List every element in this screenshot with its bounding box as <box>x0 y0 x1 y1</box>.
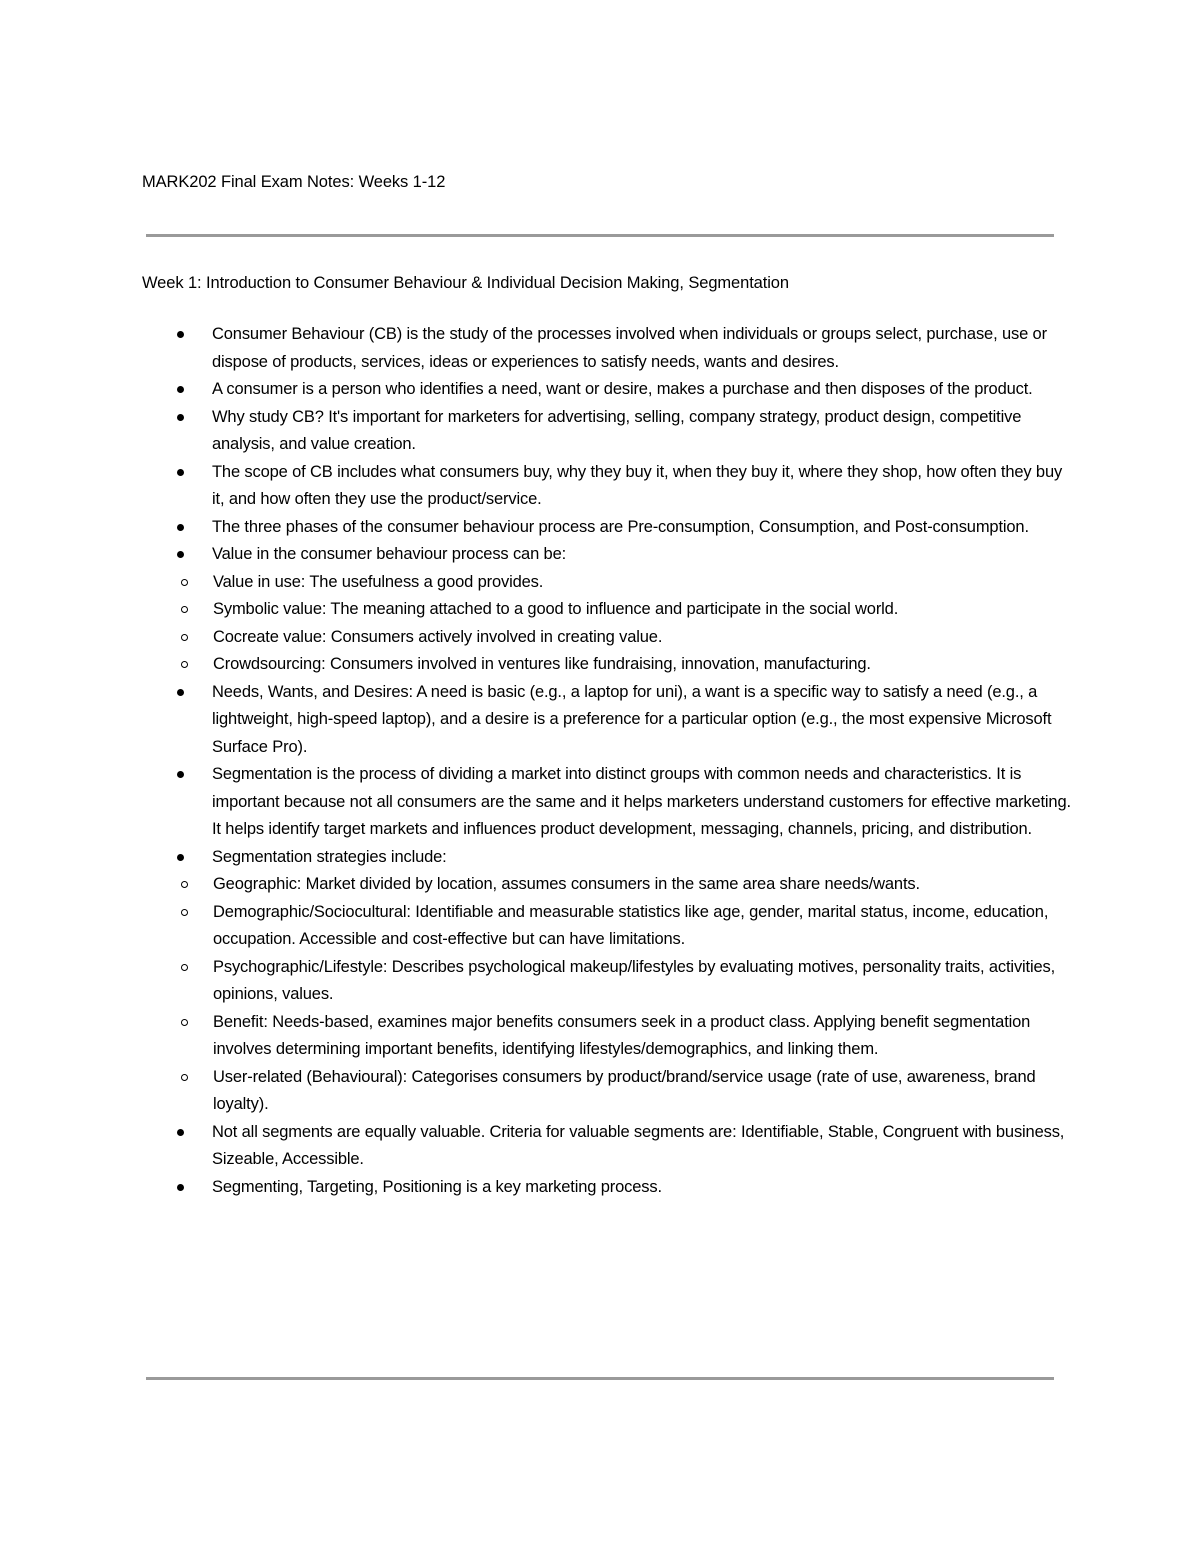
circle-bullet-icon <box>181 606 188 613</box>
sub-item-text: User-related (Behavioural): Categorises consumers by product/brand/service usage (rate of use, awareness, brand loyalty). <box>213 1067 1036 1113</box>
sub-item-cocreate-value <box>142 624 1072 652</box>
circle-bullet-icon <box>181 579 188 586</box>
page-title: MARK202 Final Exam Notes: Weeks 1-12 <box>142 173 446 191</box>
week1-heading: Week 1: Introduction to Consumer Behaviour & Individual Decision Making, Segmentation <box>142 274 789 292</box>
sub-item-text: Value in use: The usefulness a good provides. <box>213 572 544 591</box>
circle-bullet-icon <box>181 1074 188 1081</box>
bullet-segmentation <box>142 761 1072 844</box>
bottom-divider <box>146 1377 1054 1380</box>
bullet-dot-icon <box>177 386 184 393</box>
bullet-dot-icon <box>177 414 184 421</box>
bullet-value <box>142 541 1072 569</box>
bullet-cb-definition <box>142 321 1072 376</box>
week1-section <box>142 272 1072 1201</box>
circle-bullet-icon <box>181 1019 188 1026</box>
sub-item-crowdsourcing <box>142 651 1072 679</box>
bullet-needs-wants-desires <box>142 679 1072 762</box>
bullet-dot-icon <box>177 689 184 696</box>
bullet-text: The scope of CB includes what consumers buy, why they buy it, when they buy it, where they shop, how often they buy it, and how often they use the product/service. <box>212 462 1063 508</box>
week1-bullet-list <box>142 321 1072 569</box>
bullet-dot-icon <box>177 331 184 338</box>
bullet-text: A consumer is a person who identifies a need, want or desire, makes a purchase and then disposes of the product. <box>212 380 1033 398</box>
bullet-text: Consumer Behaviour (CB) is the study of the processes involved when individuals or groups select, purchase, use or dispose of products, services, ideas or experiences to satisfy needs, wants and desires. <box>212 325 1047 371</box>
bullet-text: Segmentation strategies include: <box>212 847 447 866</box>
sub-item-benefit <box>142 1009 1072 1064</box>
bullet-why-study-cb <box>142 404 1072 459</box>
circle-bullet-icon <box>181 909 188 916</box>
sub-item-demographic <box>142 899 1072 954</box>
sub-item-psychographic <box>142 954 1072 1009</box>
circle-bullet-icon <box>181 964 188 971</box>
sub-item-text: Cocreate value: Consumers actively involved in creating value. <box>213 627 663 646</box>
sub-item-text: Demographic/Sociocultural: Identifiable and measurable statistics like age, gender, marital status, income, education, occupation. Accessible and cost-effective but can have limitations. <box>213 902 1049 948</box>
sub-item-user-related <box>142 1064 1072 1119</box>
bullet-segmentation-strategies <box>142 844 1072 872</box>
bullet-dot-icon <box>177 1129 184 1136</box>
circle-bullet-icon <box>181 661 188 668</box>
week1-bullet-list-continued <box>142 679 1072 872</box>
bullet-three-phases <box>142 514 1072 542</box>
bullet-text: Needs, Wants, and Desires: A need is basic (e.g., a laptop for uni), a want is a specific way to satisfy a need (e.g., a lightweight, high-speed laptop), and a desire is a preference for a particular option (e.g., the most expensive Microsoft Surface Pro). <box>212 682 1052 756</box>
bullet-text: Value in the consumer behaviour process can be: <box>212 545 567 563</box>
bullet-text: Not all segments are equally valuable. Criteria for valuable segments are: Identifiable, Stable, Congruent with business, Sizeable, Accessible. <box>212 1122 1065 1168</box>
bullet-segment-criteria <box>142 1119 1072 1174</box>
circle-bullet-icon <box>181 634 188 641</box>
bullet-dot-icon <box>177 1184 184 1191</box>
bullet-stp <box>142 1174 1072 1202</box>
bullet-text: Why study CB? It's important for marketers for advertising, selling, company strategy, product design, competitive analysis, and value creation. <box>212 407 1022 453</box>
sub-item-text: Psychographic/Lifestyle: Describes psychological makeup/lifestyles by evaluating motives, personality traits, activities, opinions, values. <box>213 957 1056 1003</box>
bullet-dot-icon <box>177 551 184 558</box>
bullet-text: The three phases of the consumer behaviour process are Pre-consumption, Consumption, and Post-consumption. <box>212 517 1029 536</box>
sub-item-text: Geographic: Market divided by location, assumes consumers in the same area share needs/wants. <box>213 875 920 893</box>
sub-item-text: Benefit: Needs-based, examines major benefits consumers seek in a product class. Applying benefit segmentation involves determining important benefits, identifying lifestyles/demographics, and linking them. <box>213 1012 1031 1058</box>
bullet-dot-icon <box>177 524 184 531</box>
top-divider <box>146 234 1054 237</box>
sub-item-text: Symbolic value: The meaning attached to a good to influence and participate in the social world. <box>213 600 899 618</box>
bullet-text: Segmentation is the process of dividing a market into distinct groups with common needs and characteristics. It is important because not all consumers are the same and it helps marketers understand customers for effective marketing. It helps identify target markets and influences product development, messaging, channels, pricing, and distribution. <box>212 765 1071 838</box>
value-sub-list <box>142 569 1072 679</box>
circle-bullet-icon <box>181 881 188 888</box>
sub-item-text: Crowdsourcing: Consumers involved in ventures like fundraising, innovation, manufacturing. <box>213 655 871 673</box>
bullet-text: Segmenting, Targeting, Positioning is a key marketing process. <box>212 1177 662 1196</box>
bullet-dot-icon <box>177 469 184 476</box>
bullet-consumer-definition <box>142 376 1072 404</box>
bullet-dot-icon <box>177 854 184 861</box>
strategies-sub-list <box>142 871 1072 1119</box>
sub-item-value-in-use <box>142 569 1072 597</box>
bullet-dot-icon <box>177 771 184 778</box>
bullet-scope-of-cb <box>142 459 1072 514</box>
sub-item-geographic <box>142 871 1072 899</box>
sub-item-symbolic-value <box>142 596 1072 624</box>
week1-bullet-list-final <box>142 1119 1072 1202</box>
